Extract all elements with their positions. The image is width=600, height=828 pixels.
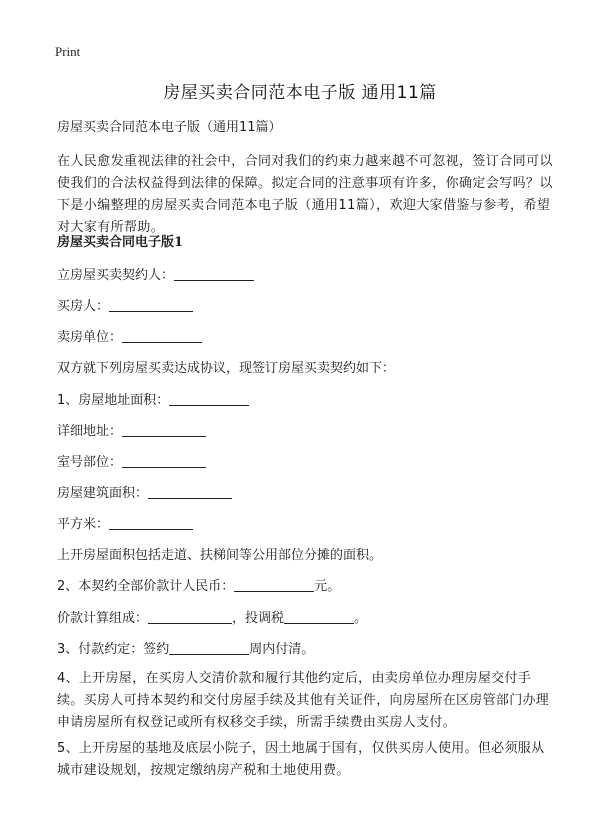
item5-paragraph: 5、上开房屋的基地及底层小院子，因土地属于国有，仅供买房人使用。但必须服从城市建设规划，按规定缴纳房产税和土地使用费。 bbox=[57, 741, 545, 778]
item3-blank bbox=[169, 640, 249, 655]
building-area-line bbox=[57, 483, 232, 505]
buyer-line bbox=[57, 296, 193, 318]
price-prefix: 价款计算组成： bbox=[57, 611, 149, 626]
detail-address-blank bbox=[122, 422, 206, 437]
document-subtitle: 房屋买卖合同范本电子版（通用11篇） bbox=[57, 120, 282, 135]
intro-paragraph: 在人民愈发重视法律的社会中，合同对我们的约束力越来越不可忽视，签订合同可以使我们的合法权益得到法律的保障。拟定合同的注意事项有许多，你确定会写吗？以下是小编整理的房屋买卖合同范本电子版（通用11篇），欢迎大家借鉴与参考，希望对大家有所帮助。 bbox=[57, 154, 553, 235]
price-blank-2 bbox=[284, 609, 354, 624]
buyer-blank bbox=[109, 297, 193, 312]
contract-party-label: 立房屋买卖契约人： bbox=[57, 268, 175, 283]
item2-line bbox=[57, 576, 340, 598]
square-meters-line bbox=[57, 514, 193, 536]
seller-blank bbox=[122, 328, 202, 343]
room-number-label: 室号部位： bbox=[57, 455, 123, 470]
item3-line bbox=[57, 639, 314, 661]
contract-party-line bbox=[57, 265, 254, 287]
square-meters-blank bbox=[109, 515, 193, 530]
item1-line bbox=[57, 390, 249, 412]
agreement-line: 双方就下列房屋买卖达成协议，现签订房屋买卖契约如下： bbox=[57, 361, 396, 376]
item2-blank bbox=[234, 577, 314, 592]
section-heading: 房屋买卖合同电子版1 bbox=[57, 235, 184, 250]
area-note-line: 上开房屋面积包括走道、扶梯间等公用部位分摊的面积。 bbox=[57, 548, 383, 563]
item3-suffix: 周内付清。 bbox=[249, 642, 315, 657]
building-area-label: 房屋建筑面积： bbox=[57, 486, 149, 501]
seller-line bbox=[57, 327, 202, 349]
item2-prefix: 2、本契约全部价款计人民币： bbox=[57, 579, 235, 594]
item3-prefix: 3、付款约定：签约 bbox=[57, 642, 170, 657]
contract-party-blank bbox=[174, 266, 254, 281]
price-suffix: 。 bbox=[354, 611, 368, 626]
item4-paragraph: 4、上开房屋，在买房人交清价款和履行其他约定后，由卖房单位办理房屋交付手续。买房人可持本契约和交付房屋手续及其他有关证件，向房屋所在区房管部门办理申请房屋所有权登记或所有权移交手续，所需手续费由买房人支付。 bbox=[57, 671, 550, 730]
buyer-label: 买房人： bbox=[57, 299, 110, 314]
item1-blank bbox=[169, 391, 249, 406]
room-number-blank bbox=[122, 453, 206, 468]
item2-suffix: 元。 bbox=[314, 579, 341, 594]
detail-address-line bbox=[57, 421, 206, 443]
detail-address-label: 详细地址： bbox=[57, 424, 123, 439]
price-line bbox=[57, 608, 367, 630]
price-mid: ，投调税 bbox=[232, 611, 285, 626]
room-number-line bbox=[57, 452, 206, 474]
document-title: 房屋买卖合同范本电子版 通用11篇 bbox=[163, 83, 437, 103]
item1-label: 1、房屋地址面积： bbox=[57, 393, 170, 408]
seller-label: 卖房单位： bbox=[57, 330, 123, 345]
square-meters-label: 平方米： bbox=[57, 517, 110, 532]
building-area-blank bbox=[148, 484, 232, 499]
price-blank-1 bbox=[148, 609, 232, 624]
print-label[interactable]: Print bbox=[55, 44, 81, 59]
